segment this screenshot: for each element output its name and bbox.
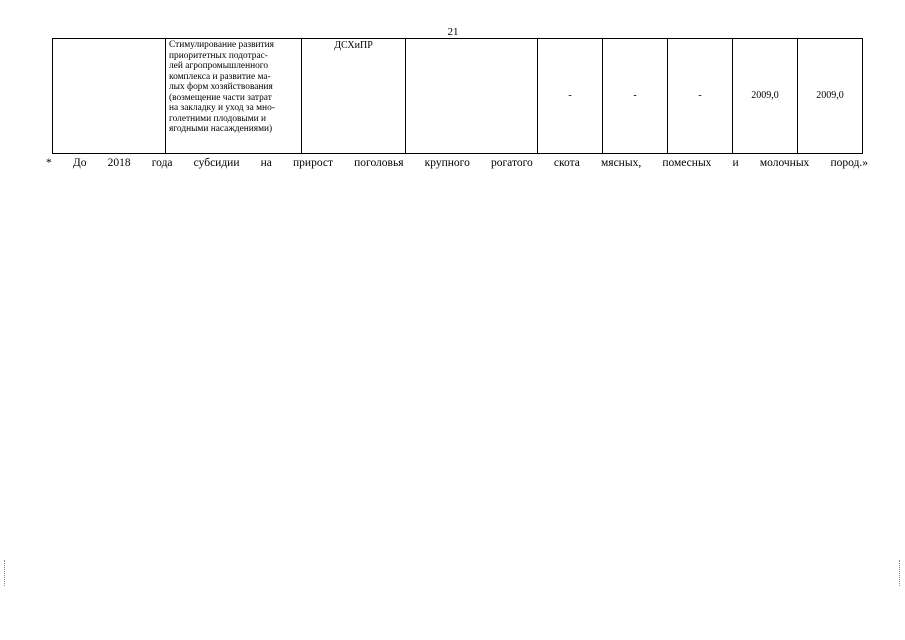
table-cell-number	[53, 39, 166, 154]
footnote-word: До	[72, 157, 87, 169]
footnote-word: пород.»	[830, 157, 868, 169]
program-table	[52, 38, 863, 154]
table-row	[53, 39, 863, 154]
footnote-word: крупного	[424, 157, 470, 169]
page-number: 21	[447, 26, 459, 38]
footnote-word: *	[46, 157, 52, 169]
footnote-word: скота	[553, 157, 580, 169]
table-cell-value: -	[603, 39, 668, 154]
footnote-word: рогатого	[490, 157, 533, 169]
footnote	[46, 157, 868, 169]
footnote-word: молочных	[759, 157, 810, 169]
table-cell-value: 2009,0	[798, 39, 863, 154]
footnote-word: поголовья	[354, 157, 404, 169]
table-cell-executor: ДСХиПР	[302, 39, 406, 154]
footnote-word: субсидии	[193, 157, 240, 169]
footnote-word: мясных,	[601, 157, 642, 169]
footnote-word: и	[732, 157, 739, 169]
footnote-word: прирост	[293, 157, 333, 169]
footnote-word: 2018	[107, 157, 131, 169]
table-cell-value: -	[538, 39, 603, 154]
scan-edge-mark-right	[899, 560, 902, 586]
footnote-word: года	[151, 157, 173, 169]
table-cell-blank	[406, 39, 538, 154]
footnote-word: помесных	[662, 157, 712, 169]
scan-edge-mark-left	[4, 560, 7, 586]
table-cell-value: 2009,0	[733, 39, 798, 154]
table-cell-value: -	[668, 39, 733, 154]
table-cell-description: Стимулирование развития приоритетных подотрас- лей агропромышленного комплекса и развитие ма- лых форм хозяйствования (возмещение части затрат на закладку и уход за мно- голетними плодовыми и ягодными насаждениями)	[166, 39, 302, 154]
footnote-word: на	[260, 157, 272, 169]
